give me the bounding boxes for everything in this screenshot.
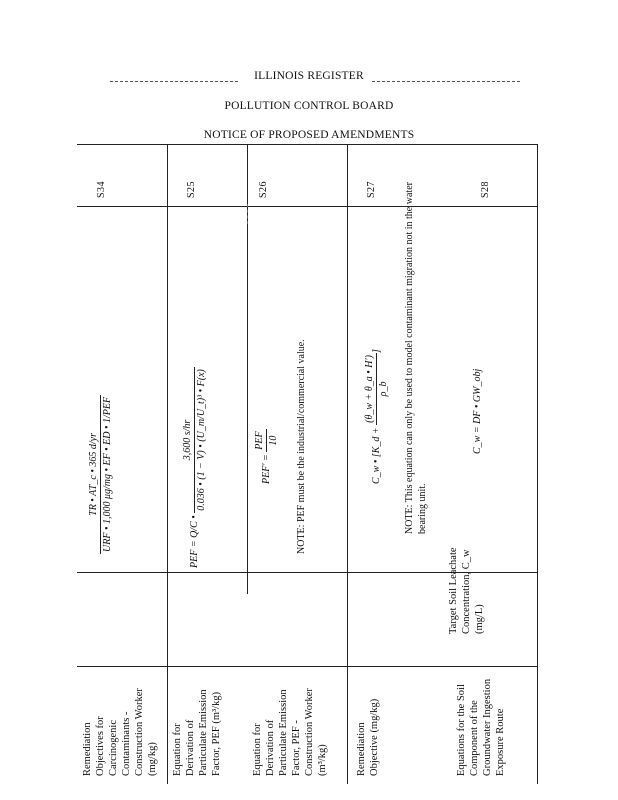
rotated-table-content	[77, 144, 537, 784]
note-s26: NOTE: PEF must be the industrial/commercial value.	[296, 339, 307, 554]
section-s25: S25	[186, 180, 197, 198]
equations-table	[77, 144, 537, 784]
equation-s27: C_w • [K_d + (θ_w + θ_a • H′) ρ_b ]	[364, 349, 389, 484]
row-label-s26: Equation for Derivation of Particulate Emission Factor, PEF - Construction Worker (m³/kg)	[252, 688, 328, 776]
row-label-s25: Equation for Derivation of Particulate Emission Factor, PEF (m³/kg)	[172, 689, 222, 776]
column-divider	[537, 144, 538, 784]
equation-s25: PEF = Q/C • 3,600 s/hr 0.036 • (1 − V) • (U_m/U_t)³ • F(x)	[182, 369, 207, 568]
header-rule-right	[372, 81, 520, 82]
group-label-soil-groundwater: Equations for the Soil Component of the Groundwater Ingestion Exposure Route	[456, 678, 506, 776]
equation-s26: PEF′ = PEF 10	[254, 431, 279, 484]
section-s26: S26	[258, 180, 269, 198]
row-label-s27: Remediation Objective (mg/kg)	[356, 698, 380, 776]
section-s27: S27	[366, 180, 377, 198]
header-rule-left	[110, 81, 238, 82]
section-s28: S28	[480, 180, 491, 198]
note-s27: NOTE: This equation can only be used to model contaminant migration not in the water bearing unit.	[404, 182, 428, 534]
register-title: ILLINOIS REGISTER	[254, 70, 364, 82]
board-title: POLLUTION CONTROL BOARD	[224, 100, 394, 112]
dashed-rule	[247, 204, 248, 224]
section-s34: S34	[96, 180, 107, 198]
row-label-s28: Target Soil Leachate Concentration, C_w (mg/L)	[448, 547, 485, 634]
row-label-s34: Remediation Objectives for Carcinogenic Contaminants - Construction Worker (mg/kg)	[82, 688, 158, 776]
notice-title: NOTICE OF PROPOSED AMENDMENTS	[203, 129, 415, 141]
equation-s28: C_w = DF • GW_obj	[472, 368, 483, 454]
equation-s34: TR • AT_c • 365 d/yr URF • 1,000 μg/mg • EF • ED • 1/PEF	[88, 396, 113, 552]
